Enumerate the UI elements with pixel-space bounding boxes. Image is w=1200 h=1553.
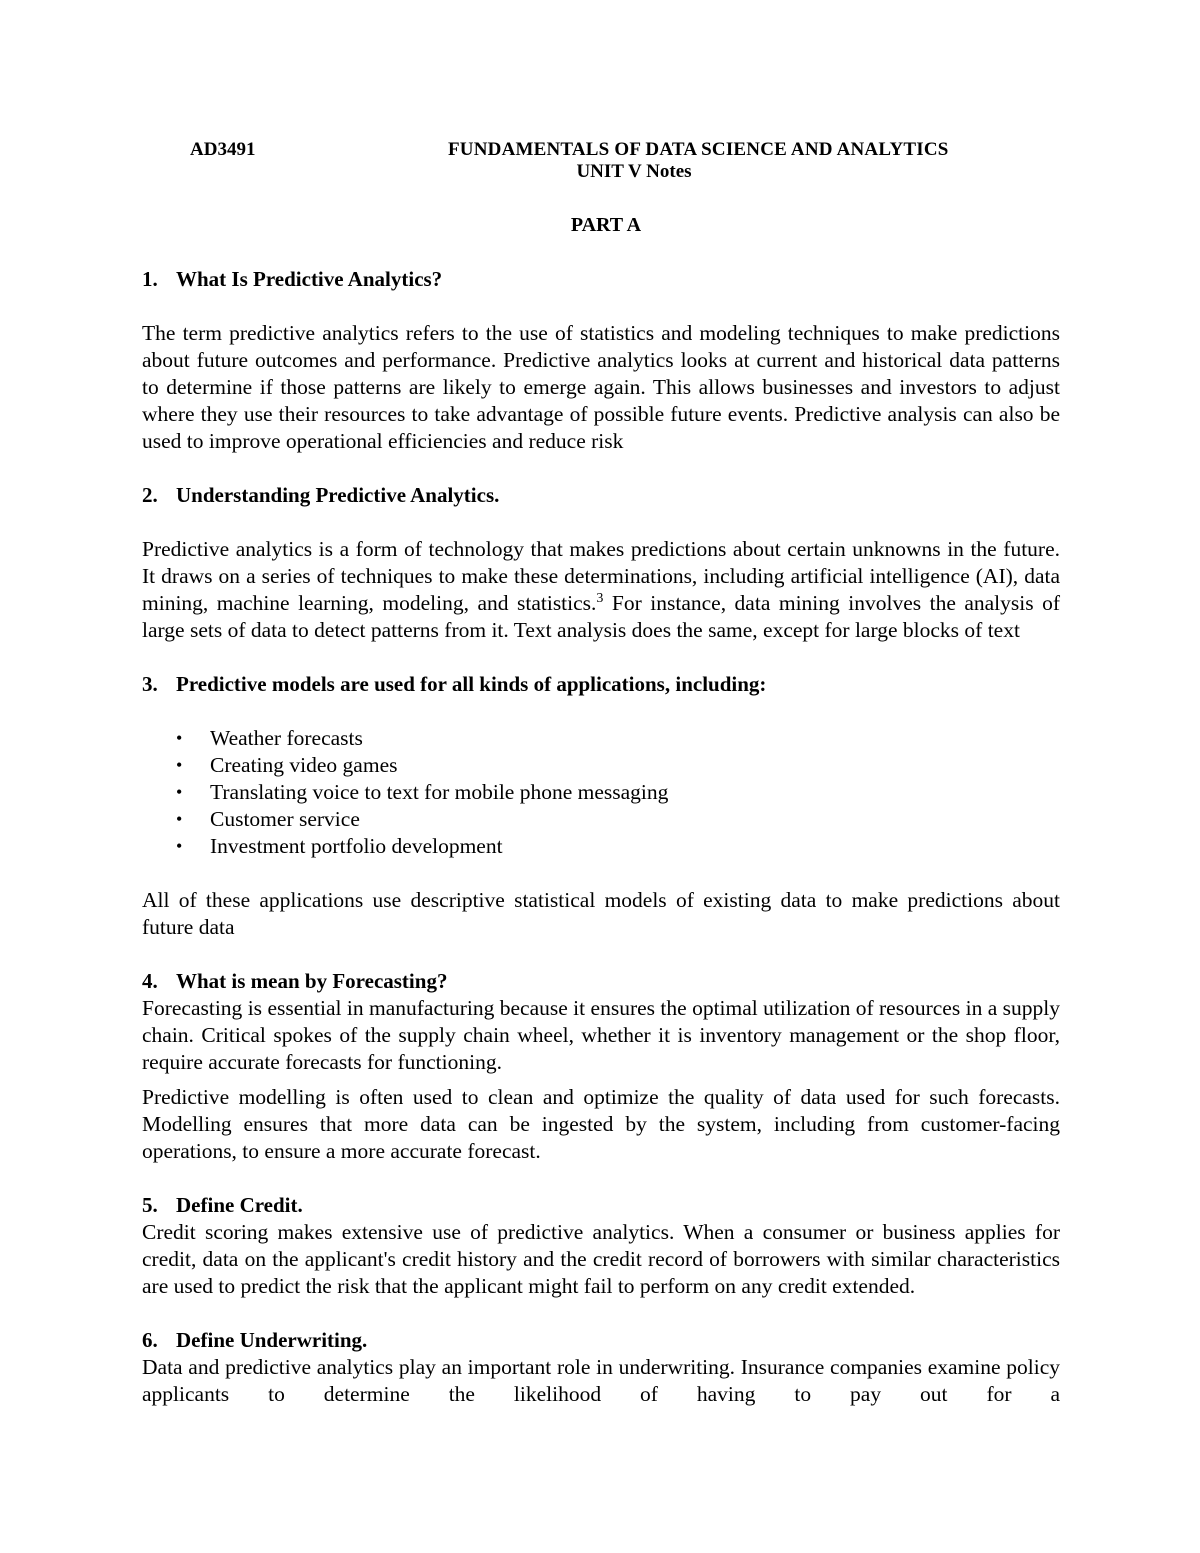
section-body xyxy=(142,536,1060,644)
section-body: The term predictive analytics refers to the use of statistics and modeling techniques to make predictions about future outcomes and performance. Predictive analytics looks at current and historical data patterns to determine if those patterns are likely to emerge again. This allows businesses and investors to adjust where they use their resources to take advantage of possible future events. Predictive analysis can also be used to improve operational efficiencies and reduce risk xyxy=(142,321,1060,453)
course-code: AD3491 xyxy=(190,139,256,160)
list-item: • Investment portfolio development xyxy=(176,834,503,858)
unit-title: UNIT V Notes xyxy=(576,161,692,182)
section-number: 4. xyxy=(142,969,158,993)
section-body: All of these applications use descriptive statistical models of existing data to make predictions about future data xyxy=(142,888,1060,939)
section-body: Predictive modelling is often used to clean and optimize the quality of data used for such forecasts. Modelling ensures that more data can be ingested by the system, including from customer-facing operations, to ensure a more accurate forecast. xyxy=(142,1085,1060,1163)
section-heading xyxy=(142,1327,1060,1354)
body-text: For instance, data mining involves the analysis of large sets of data to detect patterns from it. Text analysis does the same, except for large blocks of text xyxy=(142,591,1060,642)
section-number: 2. xyxy=(142,483,158,507)
section-number: 5. xyxy=(142,1193,158,1217)
footnote-ref: 3 xyxy=(596,590,604,606)
section-body: Credit scoring makes extensive use of predictive analytics. When a consumer or business applies for credit, data on the applicant's credit history and the credit record of borrowers with similar characteristics are used to predict the risk that the applicant might fail to perform on any credit extended. xyxy=(142,1220,1060,1298)
section-title: What Is Predictive Analytics? xyxy=(176,267,443,291)
bullet-icon: • xyxy=(176,809,183,829)
section-number: 1. xyxy=(142,267,158,291)
section-title: Predictive models are used for all kinds of applications, including: xyxy=(176,672,767,696)
section-body: Forecasting is essential in manufacturing because it ensures the optimal utilization of resources in a supply chain. Critical spokes of the supply chain wheel, whether it is inventory management or the shop floor, require accurate forecasts for functioning. xyxy=(142,996,1060,1074)
section-number: 6. xyxy=(142,1328,158,1352)
section-title: Define Credit. xyxy=(176,1193,303,1217)
section-heading xyxy=(142,482,1060,509)
course-title: FUNDAMENTALS OF DATA SCIENCE AND ANALYTICS xyxy=(448,139,949,160)
body-text: Predictive analytics is a form of technology that makes predictions about certain unknowns in the future. It draws on a series of techniques to make these determinations, including artificial intelligence (AI), data mining, machine learning, modeling, and statistics. xyxy=(142,537,1060,615)
part-title: PART A xyxy=(570,214,642,236)
section-title: Define Underwriting. xyxy=(176,1328,368,1352)
list-item: • Translating voice to text for mobile phone messaging xyxy=(176,780,669,804)
list-item: • Customer service xyxy=(176,807,360,831)
bullet-icon: • xyxy=(176,728,183,748)
document-page xyxy=(142,132,1060,1408)
list-item: • Creating video games xyxy=(176,753,398,777)
bullet-icon: • xyxy=(176,782,183,802)
document-header xyxy=(142,132,1060,159)
section-body: Data and predictive analytics play an important role in underwriting. Insurance companies examine policy applicants to determine the likelihood of having to pay out for a xyxy=(142,1355,1060,1406)
section-number: 3. xyxy=(142,672,158,696)
section-heading xyxy=(142,968,1060,995)
bullet-list xyxy=(142,725,1060,860)
list-item: • Weather forecasts xyxy=(176,726,363,750)
section-heading xyxy=(142,266,1060,293)
bullet-icon: • xyxy=(176,755,183,775)
bullet-icon: • xyxy=(176,836,183,856)
section-heading xyxy=(142,671,1060,698)
section-title: What is mean by Forecasting? xyxy=(176,969,448,993)
section-title: Understanding Predictive Analytics. xyxy=(176,483,500,507)
section-heading xyxy=(142,1192,1060,1219)
